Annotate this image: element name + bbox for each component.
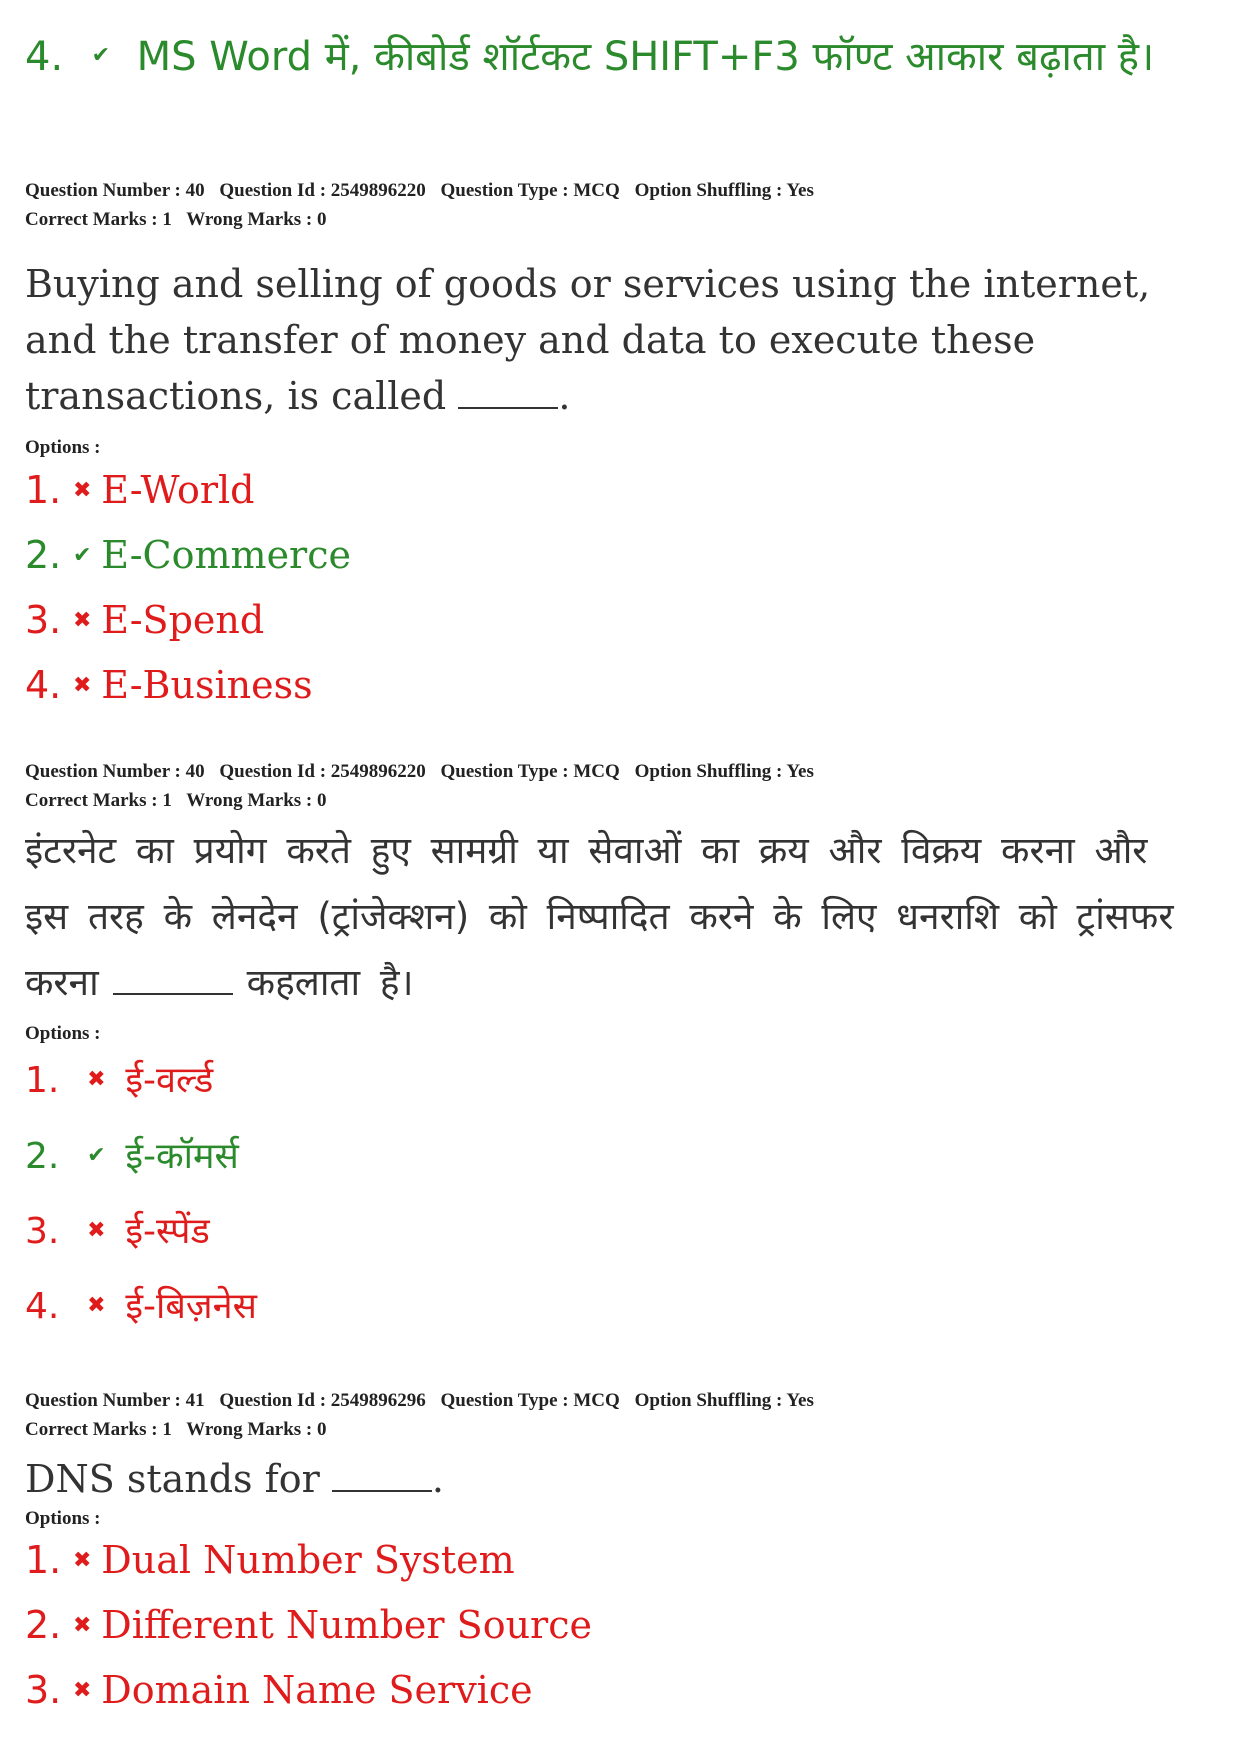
option-text: ई-कॉमर्स (125, 1136, 239, 1177)
question-text-part: इंटरनेट का प्रयोग करते हुए सामग्री या सेवाओं का क्रय और विक्रय करना और इस तरह के लेनदेन (ट्रांजेक्शन) को निष्पादित करने के लिए धनराशि को ट्रांसफर करना (25, 829, 1174, 1004)
answer-blank (332, 1488, 432, 1492)
cross-icon: ✖ (73, 608, 92, 633)
correct-marks: Correct Marks : 1 (25, 790, 172, 811)
check-icon: ✔ (73, 543, 92, 568)
question-text-end: . (431, 1457, 444, 1501)
check-icon: ✔ (91, 43, 111, 69)
question-type: Question Type : MCQ (440, 1390, 620, 1411)
option-shuffling: Option Shuffling : Yes (634, 1390, 814, 1411)
question-id: Question Id : 2549896220 (219, 180, 426, 201)
options-label: Options : (25, 437, 101, 458)
question-number: Question Number : 41 (25, 1390, 205, 1411)
option-number: 3. (25, 598, 62, 642)
option-number: 1. (25, 1538, 62, 1582)
cross-icon: ✖ (73, 478, 92, 503)
question-text (25, 818, 1175, 1016)
option-3 (25, 1205, 210, 1254)
cross-icon: ✖ (87, 1292, 106, 1318)
option-text: ई-बिज़नेस (125, 1286, 257, 1327)
option-number: 1. (25, 1060, 60, 1101)
check-icon: ✔ (87, 1142, 106, 1168)
question-number: Question Number : 40 (25, 761, 205, 782)
option-text: MS Word में, कीबोर्ड शॉर्टकट SHIFT+F3 फॉण्ट आकार बढ़ाता है। (136, 34, 1155, 80)
question-number: Question Number : 40 (25, 180, 205, 201)
option-2 (25, 1603, 592, 1647)
option-2 (25, 1130, 239, 1179)
correct-marks: Correct Marks : 1 (25, 209, 172, 230)
option-text: E-Commerce (101, 533, 351, 577)
cross-icon: ✖ (73, 1613, 92, 1638)
option-4-correct-hindi (25, 28, 1215, 86)
wrong-marks: Wrong Marks : 0 (186, 790, 327, 811)
cross-icon: ✖ (73, 1548, 92, 1573)
option-shuffling: Option Shuffling : Yes (634, 180, 814, 201)
option-number: 2. (25, 1136, 60, 1177)
question-text-end: कहलाता है। (246, 961, 414, 1004)
option-number: 4. (25, 1286, 60, 1327)
question-text-part: Buying and selling of goods or services using the internet, and the transfer of money and data to execute these transactions, is called (25, 262, 1151, 418)
question-type: Question Type : MCQ (440, 761, 620, 782)
cross-icon: ✖ (87, 1217, 106, 1243)
option-number: 4. (25, 663, 62, 707)
option-4 (25, 1280, 257, 1329)
option-text: E-Spend (101, 598, 265, 642)
cross-icon: ✖ (87, 1066, 106, 1092)
option-text: Different Number Source (101, 1603, 592, 1647)
cross-icon: ✖ (73, 673, 92, 698)
option-number: 2. (25, 1603, 62, 1647)
option-number: 3. (25, 1211, 60, 1252)
wrong-marks: Wrong Marks : 0 (186, 1419, 327, 1440)
option-number: 3. (25, 1668, 62, 1712)
question-text (25, 1451, 1215, 1507)
option-1 (25, 1054, 213, 1103)
option-shuffling: Option Shuffling : Yes (634, 761, 814, 782)
option-text: E-Business (101, 663, 313, 707)
options-label: Options : (25, 1508, 101, 1529)
wrong-marks: Wrong Marks : 0 (186, 209, 327, 230)
question-id: Question Id : 2549896296 (219, 1390, 426, 1411)
question-meta (25, 1386, 1215, 1444)
option-4 (25, 663, 313, 707)
question-meta (25, 757, 1215, 815)
answer-blank (458, 405, 558, 409)
option-text: Domain Name Service (101, 1668, 533, 1712)
option-text: Dual Number System (101, 1538, 515, 1582)
question-text-end: . (558, 374, 571, 418)
question-meta (25, 176, 1215, 234)
answer-blank (113, 993, 233, 995)
option-number: 4. (25, 34, 64, 80)
options-label: Options : (25, 1023, 101, 1044)
option-text: ई-वर्ल्ड (125, 1060, 214, 1101)
option-text: ई-स्पेंड (125, 1211, 210, 1252)
question-type: Question Type : MCQ (440, 180, 620, 201)
question-text (25, 256, 1215, 424)
option-1 (25, 468, 254, 512)
option-number: 2. (25, 533, 62, 577)
option-3 (25, 598, 264, 642)
option-number: 1. (25, 468, 62, 512)
correct-marks: Correct Marks : 1 (25, 1419, 172, 1440)
option-text: E-World (101, 468, 255, 512)
question-id: Question Id : 2549896220 (219, 761, 426, 782)
question-text-part: DNS stands for (25, 1457, 320, 1501)
option-3 (25, 1668, 533, 1712)
option-2 (25, 533, 351, 577)
cross-icon: ✖ (73, 1678, 92, 1703)
option-1 (25, 1538, 515, 1582)
